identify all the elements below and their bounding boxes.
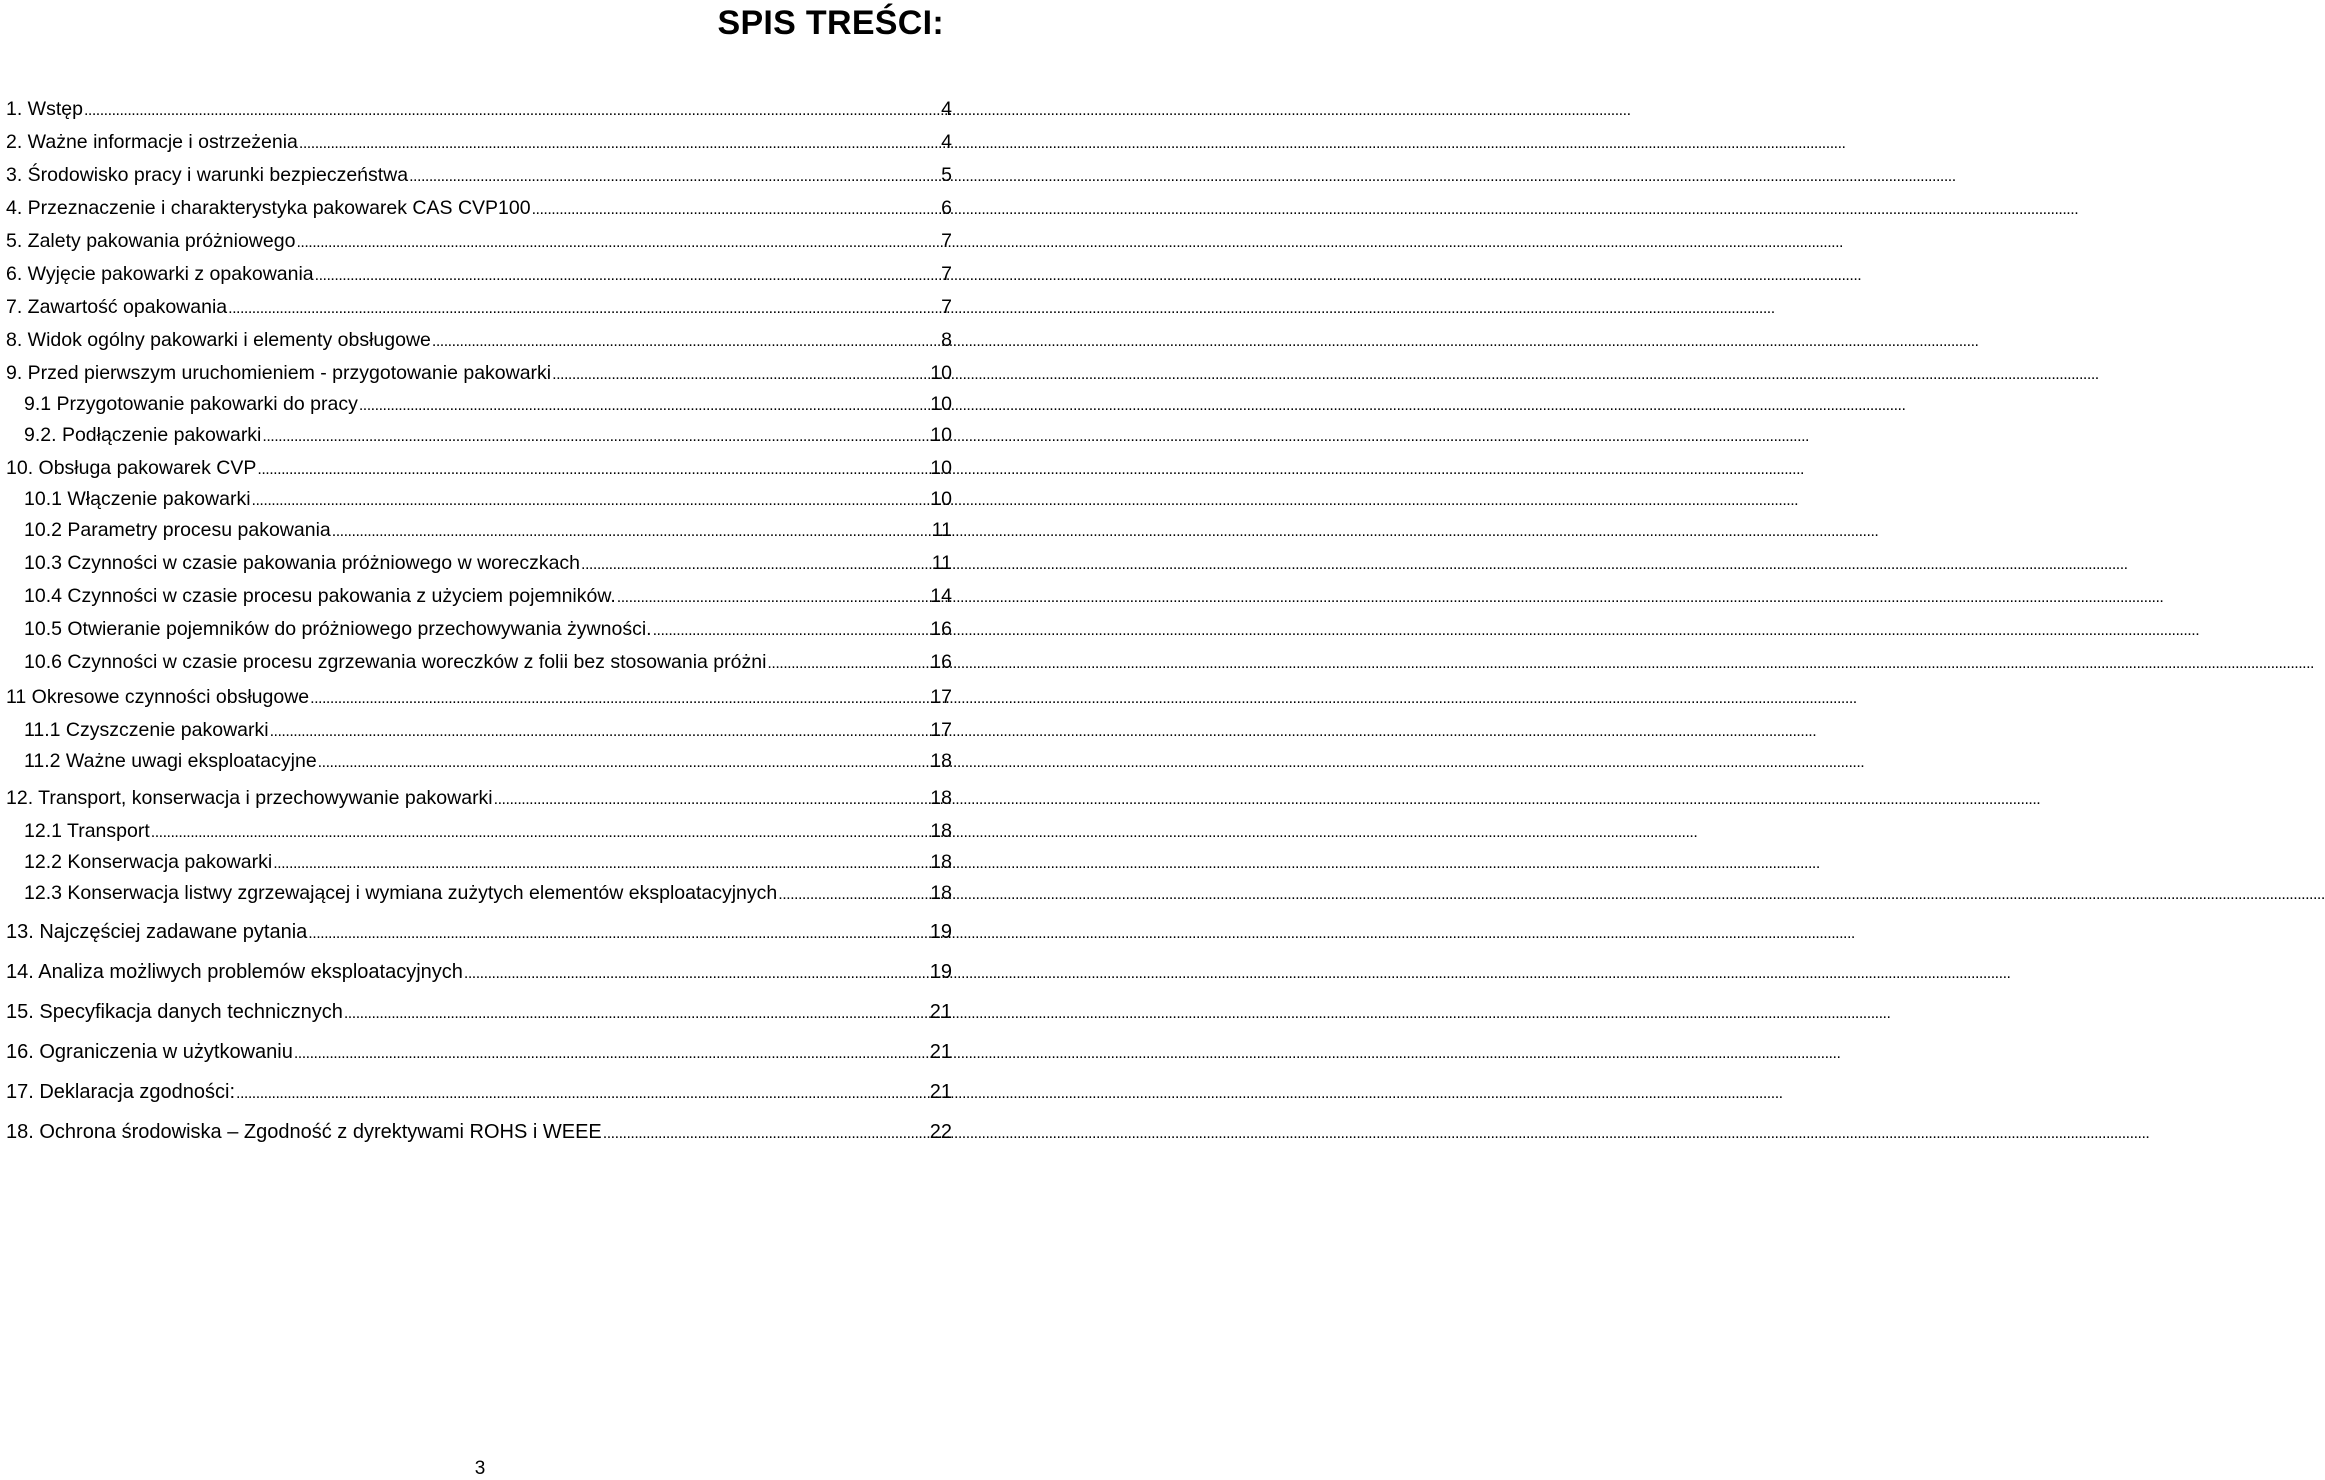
- toc-entry-page: 14: [930, 585, 952, 607]
- page-number: 3: [474, 1458, 486, 1479]
- toc-entry[interactable]: [6, 193, 952, 224]
- toc-entry-page: 18: [930, 750, 952, 772]
- toc-entry-title: 10.4 Czynności w czasie procesu pakowania z użyciem pojemników.: [24, 585, 616, 607]
- toc-leader-dots: [616, 582, 925, 613]
- toc-leader-dots: [293, 1038, 924, 1069]
- toc-entry-page: 21: [929, 1081, 952, 1103]
- toc-entry-title: 12.3 Konserwacja listwy zgrzewającej i wymiana zużytych elementów eksploatacyjnych: [24, 882, 778, 904]
- toc-entry-page: 18: [930, 851, 952, 873]
- toc-leader-dots: [331, 516, 926, 547]
- toc-entry[interactable]: [6, 389, 952, 420]
- toc-entry-page: 19: [929, 921, 952, 943]
- toc-entry[interactable]: [6, 878, 952, 909]
- toc-leader-dots: [408, 161, 935, 192]
- toc-leader-dots: [463, 958, 924, 989]
- toc-entry-page: 10: [930, 457, 952, 479]
- toc-entry-title: 4. Przeznaczenie i charakterystyka pakowarek CAS CVP100: [6, 197, 531, 219]
- toc-entry-page: 22: [929, 1121, 952, 1143]
- toc-entry[interactable]: [6, 847, 952, 878]
- toc-entry-page: 7: [941, 263, 952, 285]
- toc-entry-page: 6: [941, 197, 952, 219]
- toc-entry-title: 1. Wstęp: [6, 98, 83, 120]
- toc-entry-title: 8. Widok ogólny pakowarki i elementy obsługowe: [6, 329, 431, 351]
- toc-entry-page: 21: [929, 1041, 952, 1063]
- toc-entry-title: 2. Ważne informacje i ostrzeżenia: [6, 131, 298, 153]
- toc-leader-dots: [777, 879, 924, 910]
- toc-leader-dots: [580, 549, 926, 580]
- toc-entry-title: 12. Transport, konserwacja i przechowywanie pakowarki: [6, 787, 493, 809]
- toc-entry-title: 17. Deklaracja zgodności:: [6, 1081, 236, 1103]
- toc-entry-title: 10.5 Otwieranie pojemników do próżniowego przechowywania żywności.: [24, 618, 652, 640]
- toc-leader-dots: [431, 326, 935, 357]
- toc-leader-dots: [269, 716, 925, 747]
- toc-entry-title: 11.1 Czyszczenie pakowarki: [24, 719, 269, 741]
- toc-entry-title: 16. Ograniczenia w użytkowaniu: [6, 1041, 293, 1063]
- toc-entry-page: 7: [941, 296, 952, 318]
- toc-entry-title: 11 Okresowe czynności obsługowe: [6, 686, 310, 708]
- toc-entry-title: 11.2 Ważne uwagi eksploatacyjne: [24, 750, 317, 772]
- toc-entry[interactable]: [6, 957, 952, 988]
- toc-entry[interactable]: [6, 127, 952, 158]
- toc-entry-title: 14. Analiza możliwych problemów eksploatacyjnych: [6, 961, 463, 983]
- toc-entry[interactable]: [6, 715, 952, 746]
- table-of-contents: [6, 94, 952, 1148]
- toc-entry-title: 5. Zalety pakowania próżniowego: [6, 230, 296, 252]
- toc-entry-page: 16: [930, 618, 952, 640]
- toc-entry[interactable]: [6, 647, 952, 678]
- toc-entry-title: 9.1 Przygotowanie pakowarki do pracy: [24, 393, 358, 415]
- toc-leader-dots: [766, 648, 924, 679]
- toc-entry[interactable]: [6, 226, 952, 257]
- toc-entry-page: 4: [941, 131, 952, 153]
- toc-entry-page: 8: [941, 329, 952, 351]
- toc-entry[interactable]: [6, 682, 952, 713]
- toc-entry-title: 10.2 Parametry procesu pakowania: [24, 519, 331, 541]
- toc-leader-dots: [83, 95, 935, 126]
- toc-entry[interactable]: [6, 783, 952, 814]
- toc-entry-title: 12.2 Konserwacja pakowarki: [24, 851, 273, 873]
- toc-entry-page: 17: [930, 686, 952, 708]
- toc-entry-page: 16: [930, 651, 952, 673]
- toc-entry-page: 18: [930, 787, 952, 809]
- toc-entry[interactable]: [6, 94, 952, 125]
- toc-heading: SPIS TREŚCI:: [717, 4, 944, 42]
- toc-leader-dots: [235, 1078, 924, 1109]
- toc-entry[interactable]: [6, 1117, 952, 1148]
- toc-entry-title: 13. Najczęściej zadawane pytania: [6, 921, 308, 943]
- toc-entry[interactable]: [6, 453, 952, 484]
- toc-leader-dots: [317, 747, 925, 778]
- toc-entry[interactable]: [6, 420, 952, 451]
- toc-entry-title: 9.2. Podłączenie pakowarki: [24, 424, 262, 446]
- toc-entry-page: 5: [941, 164, 952, 186]
- toc-entry-title: 10. Obsługa pakowarek CVP: [6, 457, 257, 479]
- toc-entry-title: 12.1 Transport: [24, 820, 150, 842]
- toc-entry[interactable]: [6, 581, 952, 612]
- toc-entry-page: 18: [930, 820, 952, 842]
- toc-leader-dots: [298, 128, 935, 159]
- toc-entry[interactable]: [6, 548, 952, 579]
- toc-leader-dots: [602, 1118, 924, 1149]
- toc-entry-title: 10.6 Czynności w czasie procesu zgrzewania woreczków z folii bez stosowania próżni: [24, 651, 767, 673]
- toc-entry-page: 11: [931, 519, 952, 541]
- toc-entry-title: 3. Środowisko pracy i warunki bezpieczeństwa: [6, 164, 409, 186]
- toc-leader-dots: [307, 918, 923, 949]
- toc-entry-title: 6. Wyjęcie pakowarki z opakowania: [6, 263, 314, 285]
- toc-entry-page: 10: [930, 488, 952, 510]
- toc-entry-page: 4: [941, 98, 952, 120]
- toc-leader-dots: [531, 194, 936, 225]
- toc-entry-page: 17: [930, 719, 952, 741]
- toc-entry-title: 10.1 Włączenie pakowarki: [24, 488, 251, 510]
- toc-leader-dots: [358, 390, 924, 421]
- toc-leader-dots: [261, 421, 924, 452]
- toc-entry-page: 18: [930, 882, 952, 904]
- toc-entry-page: 7: [941, 230, 952, 252]
- toc-leader-dots: [227, 293, 935, 324]
- toc-entry[interactable]: [6, 997, 952, 1028]
- toc-entry-page: 10: [930, 362, 952, 384]
- toc-entry[interactable]: [6, 484, 952, 515]
- toc-leader-dots: [343, 998, 924, 1029]
- toc-entry-title: 18. Ochrona środowiska – Zgodność z dyrektywami ROHS i WEEE: [6, 1121, 602, 1143]
- toc-entry[interactable]: [6, 1037, 952, 1068]
- toc-entry-page: 10: [930, 393, 952, 415]
- toc-entry-title: 10.3 Czynności w czasie pakowania próżniowego w woreczkach: [24, 552, 581, 574]
- toc-entry[interactable]: [6, 160, 952, 191]
- toc-entry[interactable]: [6, 816, 952, 847]
- toc-entry[interactable]: [6, 515, 952, 546]
- toc-entry-title: 7. Zawartość opakowania: [6, 296, 228, 318]
- toc-leader-dots: [295, 227, 935, 258]
- toc-leader-dots: [309, 683, 924, 714]
- toc-leader-dots: [551, 359, 924, 390]
- toc-leader-dots: [272, 848, 924, 879]
- toc-entry[interactable]: [6, 259, 952, 290]
- toc-entry[interactable]: [6, 746, 952, 777]
- toc-leader-dots: [652, 615, 925, 646]
- toc-entry-page: 10: [930, 424, 952, 446]
- toc-leader-dots: [150, 817, 925, 848]
- toc-leader-dots: [256, 454, 924, 485]
- toc-entry-page: 21: [929, 1001, 952, 1023]
- toc-entry[interactable]: [6, 325, 952, 356]
- toc-entry[interactable]: [6, 292, 952, 323]
- toc-leader-dots: [493, 784, 925, 815]
- toc-entry-title: 9. Przed pierwszym uruchomieniem - przygotowanie pakowarki: [6, 362, 552, 384]
- toc-entry[interactable]: [6, 917, 952, 948]
- toc-leader-dots: [251, 485, 925, 516]
- toc-entry-page: 11: [931, 552, 952, 574]
- toc-entry[interactable]: [6, 1077, 952, 1108]
- toc-entry[interactable]: [6, 614, 952, 645]
- toc-entry-title: 15. Specyfikacja danych technicznych: [6, 1001, 343, 1023]
- toc-leader-dots: [314, 260, 936, 291]
- toc-entry-page: 19: [929, 961, 952, 983]
- toc-entry[interactable]: [6, 358, 952, 389]
